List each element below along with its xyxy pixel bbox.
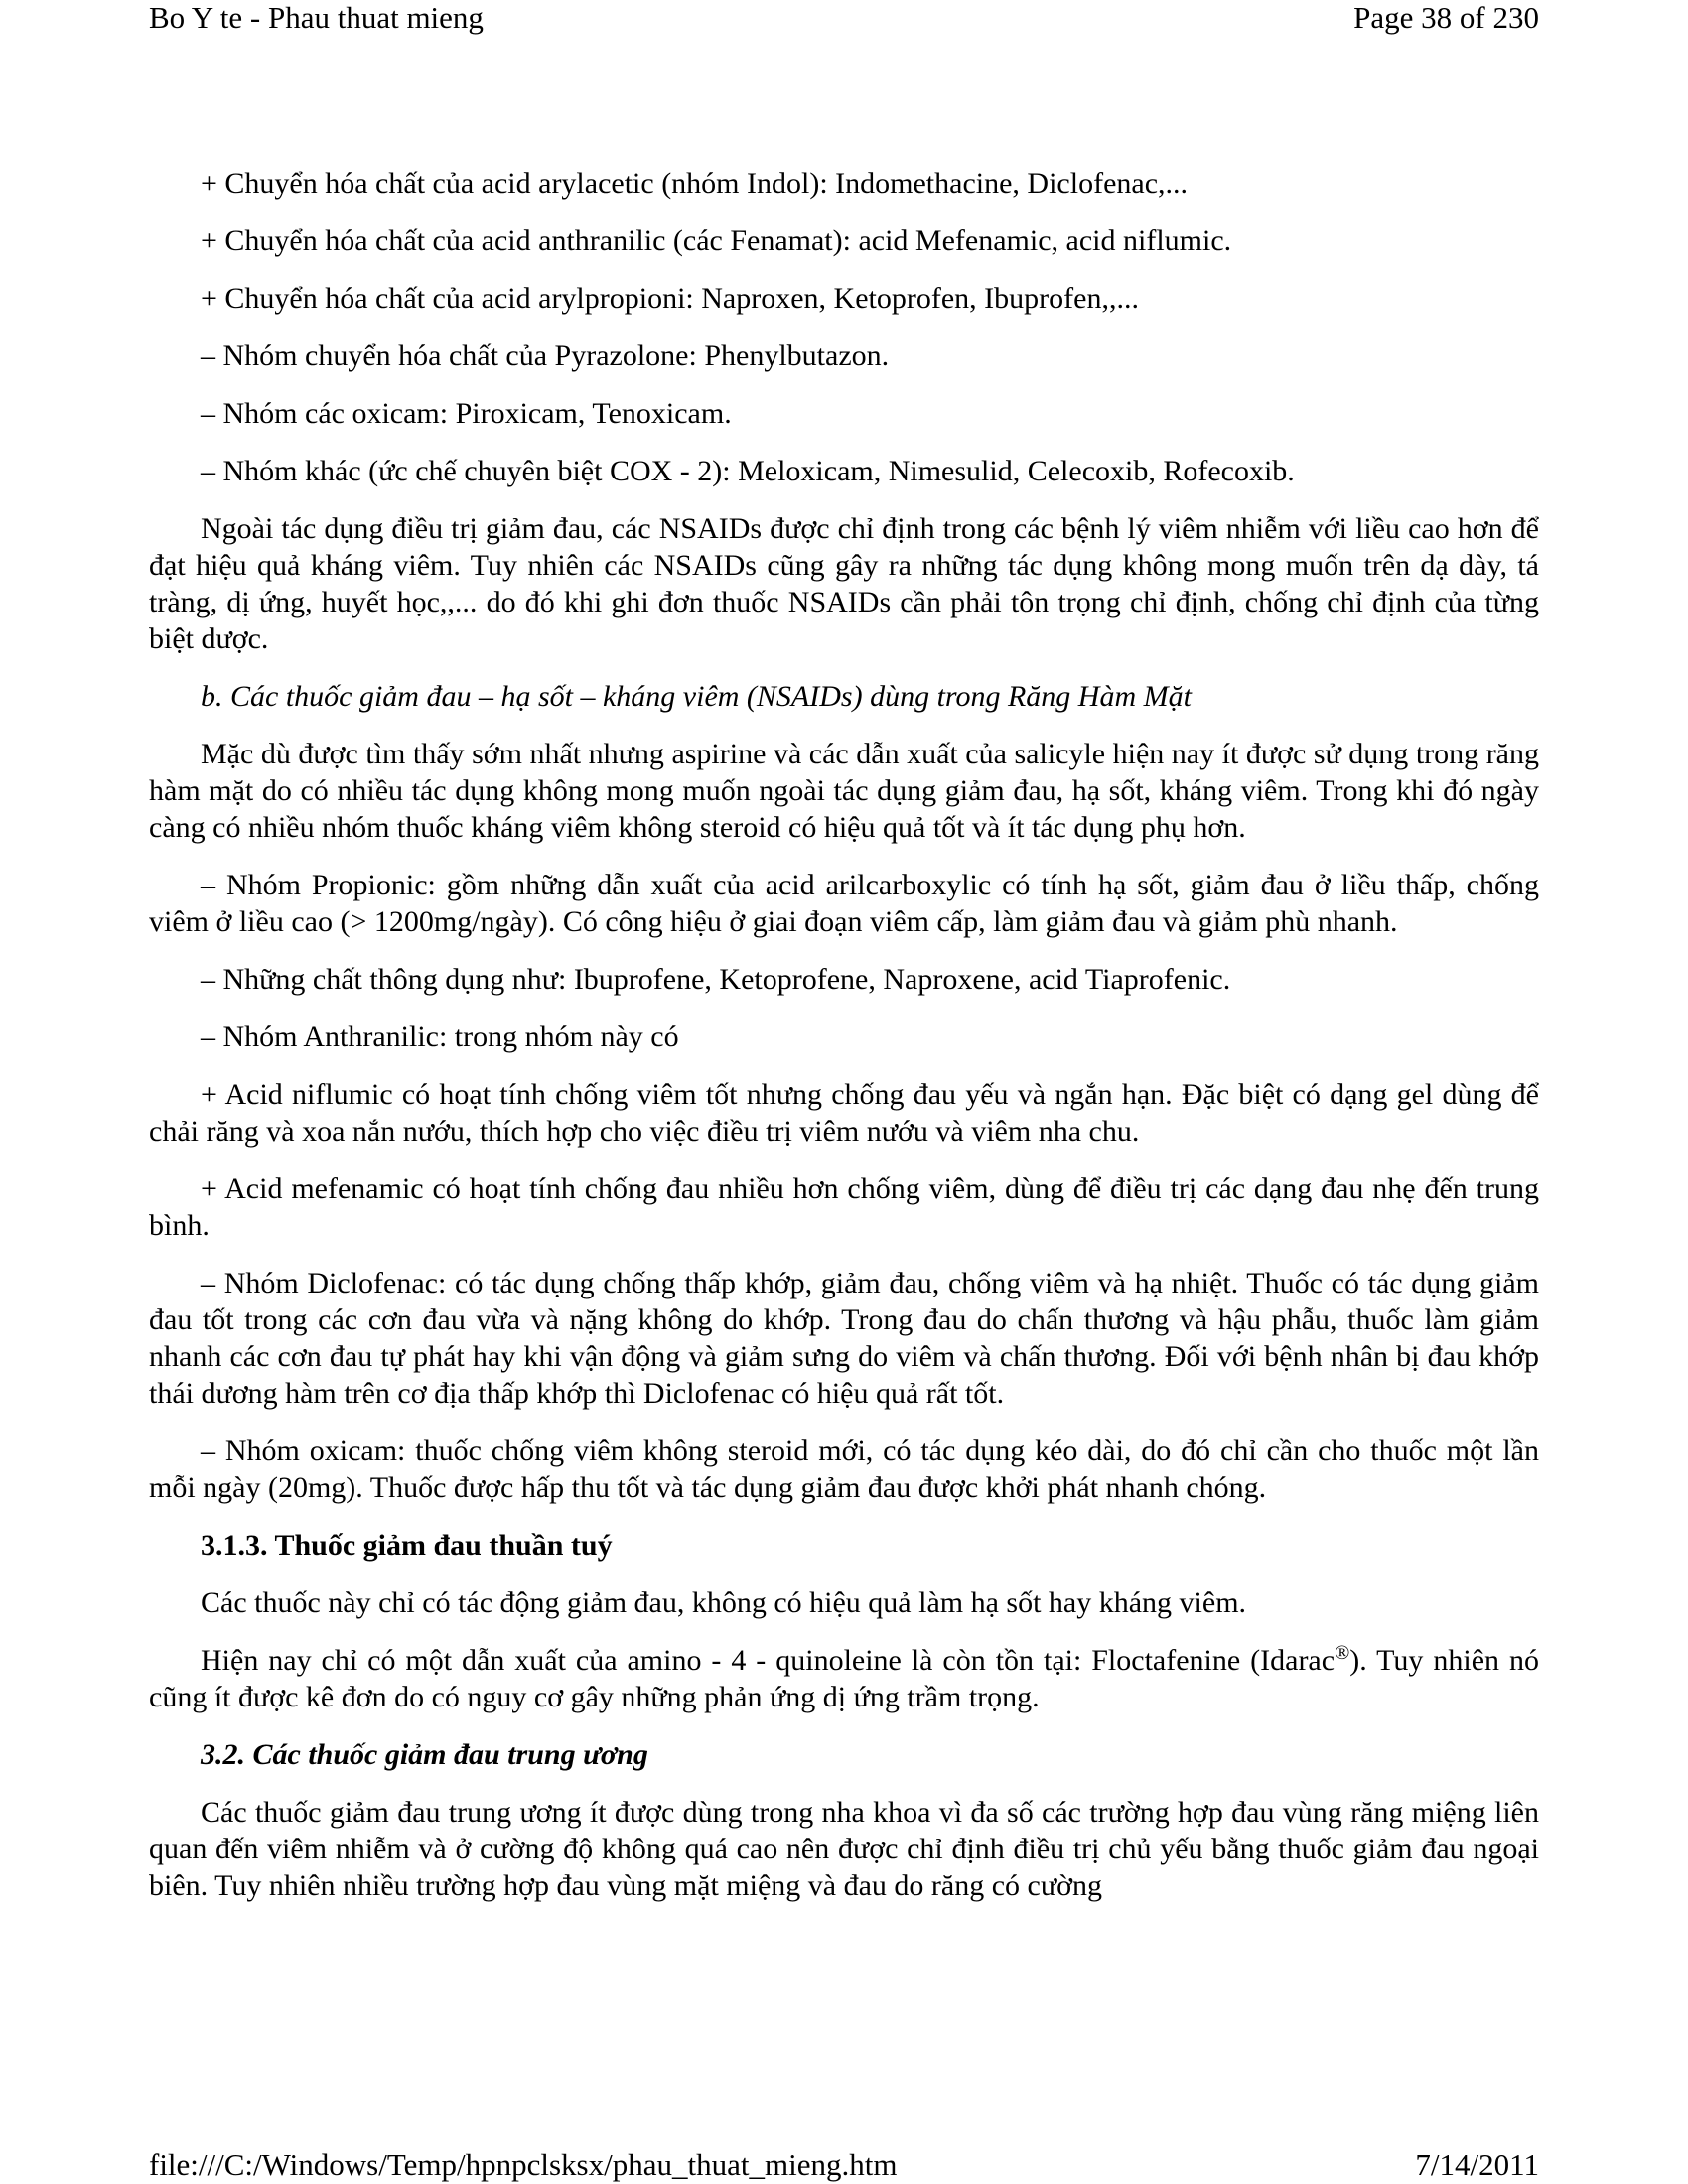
list-item: – Nhóm khác (ức chế chuyên biệt COX - 2): Meloxicam, Nimesulid, Celecoxib, Rofecoxib. — [201, 455, 1295, 487]
paragraph-text: ). Tuy nhiên nó cũng ít được kê đơn do có nguy cơ gây những phản ứng dị ứng trầm trọng. — [149, 1644, 1539, 1713]
paragraph: Các thuốc này chỉ có tác động giảm đau, không có hiệu quả làm hạ sốt hay kháng viêm. — [201, 1586, 1247, 1619]
header-page-number: Page 38 of 230 — [1353, 0, 1539, 35]
document-body — [149, 165, 1539, 1925]
header-title: Bo Y te - Phau thuat mieng — [149, 0, 484, 35]
list-item: + Chuyển hóa chất của acid anthranilic (các Fenamat): acid Mefenamic, acid niflumic. — [201, 224, 1232, 257]
list-item: – Nhóm các oxicam: Piroxicam, Tenoxicam. — [201, 397, 732, 430]
list-item: – Những chất thông dụng như: Ibuprofene, Ketoprofene, Naproxene, acid Tiaprofenic. — [201, 963, 1231, 996]
footer-date: 7/14/2011 — [1415, 2147, 1539, 2182]
list-item: + Chuyển hóa chất của acid arylpropioni: Naproxen, Ketoprofen, Ibuprofen,,... — [201, 282, 1139, 315]
paragraph: – Nhóm oxicam: thuốc chống viêm không steroid mới, có tác dụng kéo dài, do đó chỉ cần cho thuốc một lần mỗi ngày (20mg). Thuốc được hấp thu tốt và tác dụng giảm đau được khởi phát nhanh chóng. — [149, 1434, 1539, 1504]
list-item: – Nhóm chuyển hóa chất của Pyrazolone: Phenylbutazon. — [201, 340, 890, 372]
paragraph: Các thuốc giảm đau trung ương ít được dùng trong nha khoa vì đa số các trường hợp đau vùng răng miệng liên quan đến viêm nhiễm và ở cường độ không quá cao nên được chỉ định điều trị chủ yếu bằng thuốc giảm đau ngoại biên. Tuy nhiên nhiều trường hợp đau vùng mặt miệng và đau do răng có cường — [149, 1796, 1539, 1902]
paragraph: – Nhóm Propionic: gồm những dẫn xuất của acid arilcarboxylic có tính hạ sốt, giảm đau ở liều thấp, chống viêm ở liều cao (> 1200mg/ngày). Có công hiệu ở giai đoạn viêm cấp, làm giảm đau và giảm phù nhanh. — [149, 869, 1539, 938]
page-footer — [149, 2147, 1539, 2183]
section-heading: 3.1.3. Thuốc giảm đau thuần tuý — [201, 1529, 613, 1562]
paragraph — [149, 1642, 1539, 1715]
paragraph: Mặc dù được tìm thấy sớm nhất nhưng aspirine và các dẫn xuất của salicyle hiện nay ít được sử dụng trong răng hàm mặt do có nhiều tác dụng không mong muốn ngoài tác dụng giảm đau, hạ sốt, kháng viêm. Trong khi đó ngày càng có nhiều nhóm thuốc kháng viêm không steroid có hiệu quả tốt và ít tác dụng phụ hơn. — [149, 738, 1539, 844]
registered-mark: ® — [1335, 1642, 1350, 1664]
paragraph: – Nhóm Diclofenac: có tác dụng chống thấp khớp, giảm đau, chống viêm và hạ nhiệt. Thuốc có tác dụng giảm đau tốt trong các cơn đau vừa và nặng không do khớp. Trong đau do chấn thương và hậu phẫu, thuốc làm giảm nhanh các cơn đau tự phát hay khi vận động và giảm sưng do viêm và chấn thương. Đối với bệnh nhân bị đau khớp thái dương hàm trên cơ địa thấp khớp thì Diclofenac có hiệu quả rất tốt. — [149, 1267, 1539, 1410]
list-item: + Chuyển hóa chất của acid arylacetic (nhóm Indol): Indomethacine, Diclofenac,... — [201, 167, 1189, 200]
paragraph-text: Hiện nay chỉ có một dẫn xuất của amino - 4 - quinoleine là còn tồn tại: Floctafenine (Idarac — [201, 1644, 1336, 1677]
paragraph: Ngoài tác dụng điều trị giảm đau, các NSAIDs được chỉ định trong các bệnh lý viêm nhiễm với liều cao hơn để đạt hiệu quả kháng viêm. Tuy nhiên các NSAIDs cũng gây ra những tác dụng không mong muốn trên dạ dày, tá tràng, dị ứng, huyết học,,... do đó khi ghi đơn thuốc NSAIDs cần phải tôn trọng chỉ định, chống chỉ định của từng biệt dược. — [149, 512, 1539, 655]
page-header — [149, 0, 1539, 36]
section-heading: 3.2. Các thuốc giảm đau trung ương — [201, 1738, 648, 1771]
paragraph: + Acid mefenamic có hoạt tính chống đau nhiều hơn chống viêm, dùng để điều trị các dạng đau nhẹ đến trung bình. — [149, 1172, 1539, 1242]
paragraph: + Acid niflumic có hoạt tính chống viêm tốt nhưng chống đau yếu và ngắn hạn. Đặc biệt có dạng gel dùng để chải răng và xoa nắn nướu, thích hợp cho việc điều trị viêm nướu và viêm nha chu. — [149, 1078, 1539, 1148]
subsection-heading: b. Các thuốc giảm đau – hạ sốt – kháng viêm (NSAIDs) dùng trong Răng Hàm Mặt — [201, 680, 1192, 713]
list-item: – Nhóm Anthranilic: trong nhóm này có — [201, 1021, 679, 1053]
footer-file-path: file:///C:/Windows/Temp/hpnpclsksx/phau_thuat_mieng.htm — [149, 2147, 898, 2182]
